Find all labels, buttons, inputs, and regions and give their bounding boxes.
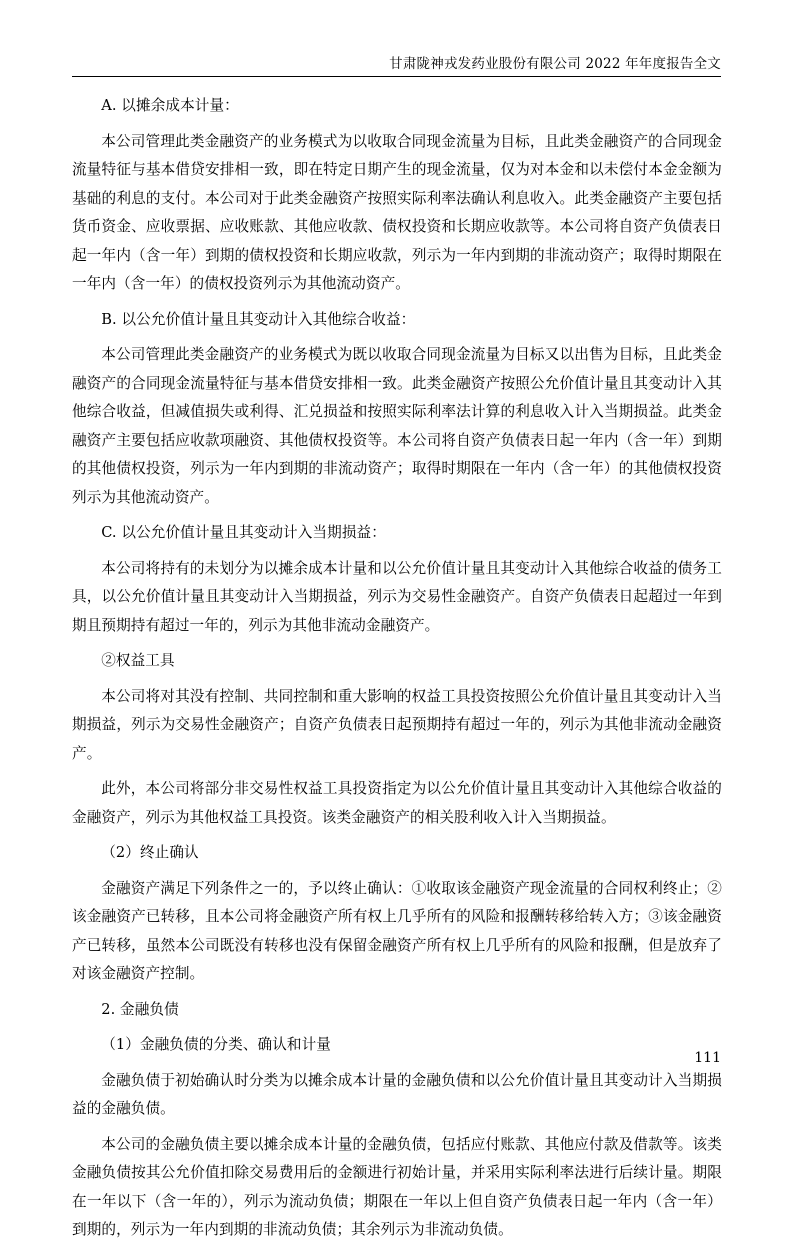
paragraph: ②权益工具 [101,652,175,669]
paragraph: 金融资产满足下列条件之一的，予以终止确认：①收取该金融资产现金流量的合同权利终止；②该金融资产已转移，且本公司将金融资产所有权上几乎所有的风险和报酬转移给转入方；③该金融资产已转移，虽然本公司既没有转移也没有保留金融资产所有权上几乎所有的风险和报酬，但是放弃了对该金融资产控制。 [72,879,722,982]
paragraph: 金融负债于初始确认时分类为以摊余成本计量的金融负债和以公允价值计量且其变动计入当期损益的金融负债。 [72,1071,722,1117]
paragraph: 2. 金融负债 [101,1000,179,1018]
document-body [72,92,722,1252]
paragraph: 本公司管理此类金融资产的业务模式为既以收取合同现金流量为目标又以出售为目标，且此类金融资产的合同现金流量特征与基本借贷安排相一致。此类金融资产按照公允价值计量且其变动计入其他综合收益，但减值损失或利得、汇兑损益和按照实际利率法计算的利息收入计入当期损益。此类金融资产主要包括应收款项融资、其他债权投资等。本公司将自资产负债表日起一年内（含一年）到期的其他债权投资，列示为一年内到期的非流动资产；取得时期限在一年内（含一年）的其他债权投资列示为其他流动资产。 [72,346,722,506]
paragraph: 本公司将对其没有控制、共同控制和重大影响的权益工具投资按照公允价值计量且其变动计入当期损益，列示为交易性金融资产；自资产负债表日起预期持有超过一年的，列示为其他非流动金融资产。 [72,687,722,762]
paragraph: （2）终止确认 [101,844,199,861]
paragraph: 本公司的金融负债主要以摊余成本计量的金融负债，包括应付账款、其他应付款及借款等。该类金融负债按其公允价值扣除交易费用后的金额进行初始计量，并采用实际利率法进行后续计量。期限在一年以下（含一年的），列示为流动负债；期限在一年以上但自资产负债表日起一年内（含一年）到期的，列示为一年内到期的非流动负债；其余列示为非流动负债。 [72,1135,722,1238]
paragraph: 本公司管理此类金融资产的业务模式为以收取合同现金流量为目标，且此类金融资产的合同现金流量特征与基本借贷安排相一致，即在特定日期产生的现金流量，仅为对本金和以未偿付本金金额为基础的利息的支付。本公司对于此类金融资产按照实际利率法确认利息收入。此类金融资产主要包括货币资金、应收票据、应收账款、其他应收款、债权投资和长期应收款等。本公司将自资产负债表日起一年内（含一年）到期的债权投资和长期应收款，列示为一年内到期的非流动资产；取得时期限在一年内（含一年）的债权投资列示为其他流动资产。 [72,132,722,292]
paragraph: 此外，本公司将部分非交易性权益工具投资指定为以公允价值计量且其变动计入其他综合收益的金融资产，列示为其他权益工具投资。该类金融资产的相关股利收入计入当期损益。 [72,780,722,826]
page-number: 111 [694,1050,721,1066]
paragraph: C. 以公允价值计量且其变动计入当期损益： [101,524,386,541]
paragraph: A. 以摊余成本计量： [101,97,239,114]
header-divider [72,76,721,77]
paragraph: （1）金融负债的分类、确认和计量 [101,1036,331,1053]
paragraph: B. 以公允价值计量且其变动计入其他综合收益： [101,310,416,328]
page-header: 甘肃陇神戎发药业股份有限公司 2022 年年度报告全文 [389,56,721,72]
paragraph: 本公司将持有的未划分为以摊余成本计量和以公允价值计量且其变动计入其他综合收益的债务工具，以公允价值计量且其变动计入当期损益，列示为交易性金融资产。自资产负债表日起超过一年到期且预期持有超过一年的，列示为其他非流动金融资产。 [72,559,722,634]
